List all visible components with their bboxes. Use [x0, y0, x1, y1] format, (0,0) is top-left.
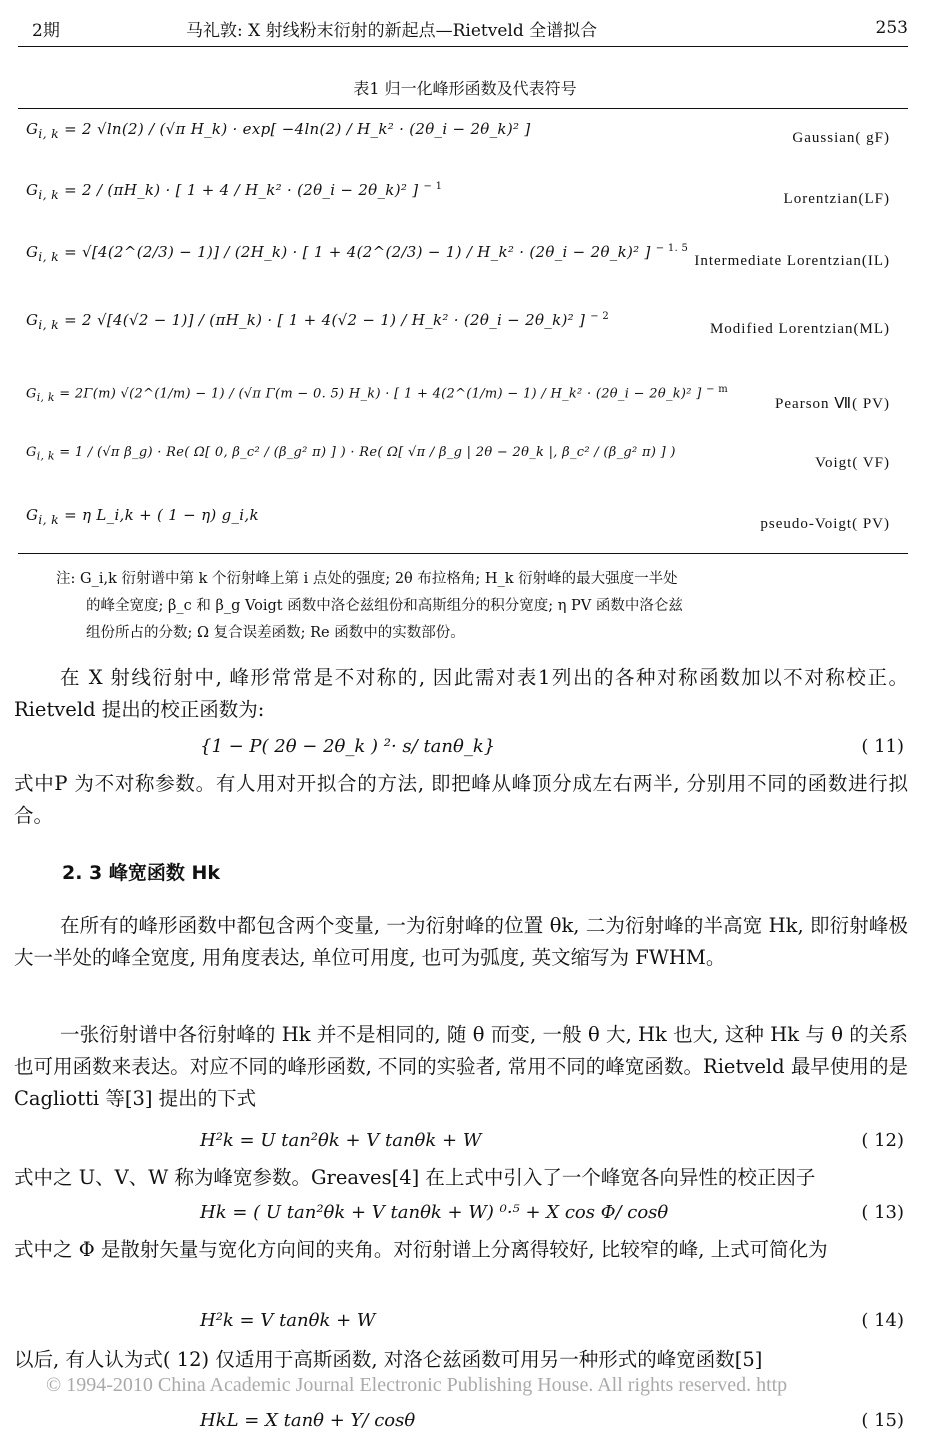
running-title: 马礼敦: X 射线粉末衍射的新起点—Rietveld 全谱拟合: [186, 21, 598, 41]
equation-expression: HkL = X tanθ + Y/ cosθ: [200, 1410, 416, 1431]
formula-text: = √[4(2^(2/3) − 1)] / (2H_k) · [ 1 + 4(2^(2/3) − 1) / H_k² · (2θ_i − 2θ_k)² ]: [64, 243, 651, 261]
equation-number: ( 11): [861, 736, 904, 757]
paragraph-greaves: 式中之 U、V、W 称为峰宽参数。Greaves[4] 在上式中引入了一个峰宽各向异性的校正因子: [14, 1166, 816, 1189]
equation-11: [200, 736, 904, 764]
paragraph-asymmetry-param: 式中P 为不对称参数。有人用对开拟合的方法, 即把峰从峰顶分成左右两半, 分别用不同的函数进行拟合。: [14, 772, 908, 827]
function-name-modified-lorentzian: Modified Lorentzian(ML): [709, 321, 890, 337]
formula-intermediate-lorentzian: $G_{i, k}$ = √[4(2^(2/3) − 1)] / (2H_k) · [ 1 + 4(2^(2/3) − 1) / H_k² · (2θ_i − 2θ_k)² ] $^{- 1. 5}$: [26, 243, 689, 264]
copyright-watermark: © 1994-2010 China Academic Journal Electronic Publishing House. All rights reserved. http: [46, 1374, 788, 1396]
equation-expression: {1 − P( 2θ − 2θ_k ) ²· s/ tanθ_k}: [200, 736, 496, 757]
paragraph-variables: 在所有的峰形函数中都包含两个变量, 一为衍射峰的位置 θk, 二为衍射峰的半高宽 Hk, 即衍射峰极大一半处的峰全宽度, 用角度表达, 单位可用度, 也可为弧度, 英文缩写为 FWHM。: [14, 914, 908, 969]
issue-number: 2期: [32, 21, 60, 41]
table-top-rule: [18, 108, 908, 109]
function-name-lorentzian: Lorentzian(LF): [783, 191, 890, 207]
table-caption: 表1 归一化峰形函数及代表符号: [353, 79, 577, 98]
equation-number: ( 12): [861, 1130, 904, 1151]
table-note: [56, 566, 908, 647]
note-line: 的峰全宽度; β_c 和 β_g Voigt 函数中洛仑兹组份和高斯组分的积分宽度; η PV 函数中洛仑兹: [86, 598, 683, 614]
table-row-pseudo-voigt: [26, 506, 908, 546]
formula-exponent: − 1: [423, 181, 443, 192]
function-name-gaussian: Gaussian( gF): [792, 130, 890, 146]
paragraph-lorentz-width: 以后, 有人认为式( 12) 仅适用于高斯函数, 对洛仑兹函数可用另一种形式的峰宽函数[5]: [14, 1348, 763, 1371]
equation-expression: H²k = V tanθk + W: [200, 1310, 376, 1331]
table-row-pearson-vii: [26, 384, 908, 424]
formula-modified-lorentzian: $G_{i, k} = 2$ √[4(√2 − 1)] / (πH_k) · [ 1 + 4(√2 − 1) / H_k² · (2θ_i − 2θ_k)² ] $^{- 2}$: [26, 311, 610, 332]
formula-lorentzian: $G_{i, k} = 2$ / (πH_k) · [ 1 + 4 / H_k² · (2θ_i − 2θ_k)² ] $^{- 1}$: [26, 181, 443, 202]
formula-pearson-vii: $G_{i, k} = 2\Gamma(m)$ √(2^(1/m) − 1) / (√π Γ(m − 0. 5) H_k) · [ 1 + 4(2^(1/m) − 1) / H_k² · (2θ_i − 2θ_k)² ] $^{- m}$: [26, 384, 729, 404]
table-row-lorentzian: [26, 181, 908, 221]
formula-text: = 1 / (√π β_g) · Re( Ω[ 0, β_c² / (β_g² π) ] ) · Re( Ω[ √π / β_g | 2θ − 2θ_k |, β_c² / (β_g² π) ] ): [59, 445, 676, 460]
formula-text: = η L_i,k + ( 1 − η) g_i,k: [64, 506, 259, 524]
paragraph-width-function: 一张衍射谱中各衍射峰的 Hk 并不是相同的, 随 θ 而变, 一般 θ 大, Hk 也大, 这种 Hk 与 θ 的关系也可用函数来表达。对应不同的峰形函数, 不同的实验者, 常用不同的峰宽函数。Rietveld 最早使用的是 Cagliotti 等[3] 提出的下式: [14, 1023, 908, 1110]
note-line: 注: G_i,k 衍射谱中第 k 个衍射峰上第 i 点处的强度; 2θ 布拉格角; H_k 衍射峰的最大强度一半处: [56, 571, 678, 587]
formula-exponent: − m: [706, 384, 729, 395]
formula-exponent: − 1. 5: [655, 243, 689, 254]
header-rule: [18, 46, 908, 47]
formula-text: = 2 √ln(2) / (√π H_k) · exp[ −4ln(2) / H_k² · (2θ_i − 2θ_k)² ]: [64, 120, 531, 138]
equation-expression: Hk = ( U tan²θk + V tanθk + W) ⁰·⁵ + X cos Φ/ cosθ: [200, 1202, 669, 1223]
formula-pseudo-voigt: $G_{i, k} = \eta$ L_i,k + ( 1 − η) g_i,k: [26, 506, 259, 527]
equation-number: ( 15): [861, 1410, 904, 1431]
section-heading: 2. 3 峰宽函数 Hk: [62, 862, 221, 884]
paragraph-asymmetry: 在 X 射线衍射中, 峰形常常是不对称的, 因此需对表1列出的各种对称函数加以不对称校正。Rietveld 提出的校正函数为:: [14, 666, 908, 721]
table-row-intermediate-lorentzian: [26, 243, 908, 283]
function-name-pearson-vii: Pearson Ⅶ( PV): [775, 396, 890, 412]
paragraph-phi: 式中之 Φ 是散射矢量与宽化方向间的夹角。对衍射谱上分离得较好, 比较窄的峰, 上式可简化为: [14, 1238, 828, 1261]
table-row-gaussian: [26, 120, 908, 160]
running-header: [18, 14, 908, 44]
formula-text: = 2 √[4(√2 − 1)] / (πH_k) · [ 1 + 4(√2 − 1) / H_k² · (2θ_i − 2θ_k)² ]: [64, 311, 586, 329]
formula-exponent: − 2: [590, 311, 610, 322]
function-name-intermediate-lorentzian: Intermediate Lorentzian(IL): [694, 253, 890, 269]
table-row-modified-lorentzian: [26, 311, 908, 351]
equation-15: [200, 1410, 904, 1438]
equation-expression: H²k = U tan²θk + V tanθk + W: [200, 1130, 482, 1151]
function-name-pseudo-voigt: pseudo-Voigt( PV): [760, 516, 890, 532]
equation-number: ( 14): [861, 1310, 904, 1331]
formula-voigt: $G_{i, k} = 1 / (√\pi$ β_g) · Re( Ω[ 0, β_c² / (β_g² π) ] ) · Re( Ω[ √π / β_g | 2θ − 2θ_k |, β_c² / (β_g² π) ] ): [26, 445, 676, 463]
equation-14: [200, 1310, 904, 1338]
equation-13: [200, 1202, 904, 1230]
table-row-voigt: [26, 445, 908, 485]
formula-gaussian: $G_{i, k} = 2$ √ln(2) / (√π H_k) · exp[ −4ln(2) / H_k² · (2θ_i − 2θ_k)² ]: [26, 120, 531, 141]
equation-number: ( 13): [861, 1202, 904, 1223]
note-line: 组份所占的分数; Ω 复合误差函数; Re 函数中的实数部份。: [86, 625, 465, 641]
page-number: 253: [875, 18, 908, 38]
function-name-voigt: Voigt( VF): [815, 455, 890, 471]
formula-text: = 2Γ(m) √(2^(1/m) − 1) / (√π Γ(m − 0. 5) H_k) · [ 1 + 4(2^(1/m) − 1) / H_k² · (2θ_i − 2θ_k)² ]: [59, 386, 702, 402]
formula-text: = 2 / (πH_k) · [ 1 + 4 / H_k² · (2θ_i − 2θ_k)² ]: [64, 181, 419, 199]
table-bottom-rule: [18, 553, 908, 554]
equation-12: [200, 1130, 904, 1158]
